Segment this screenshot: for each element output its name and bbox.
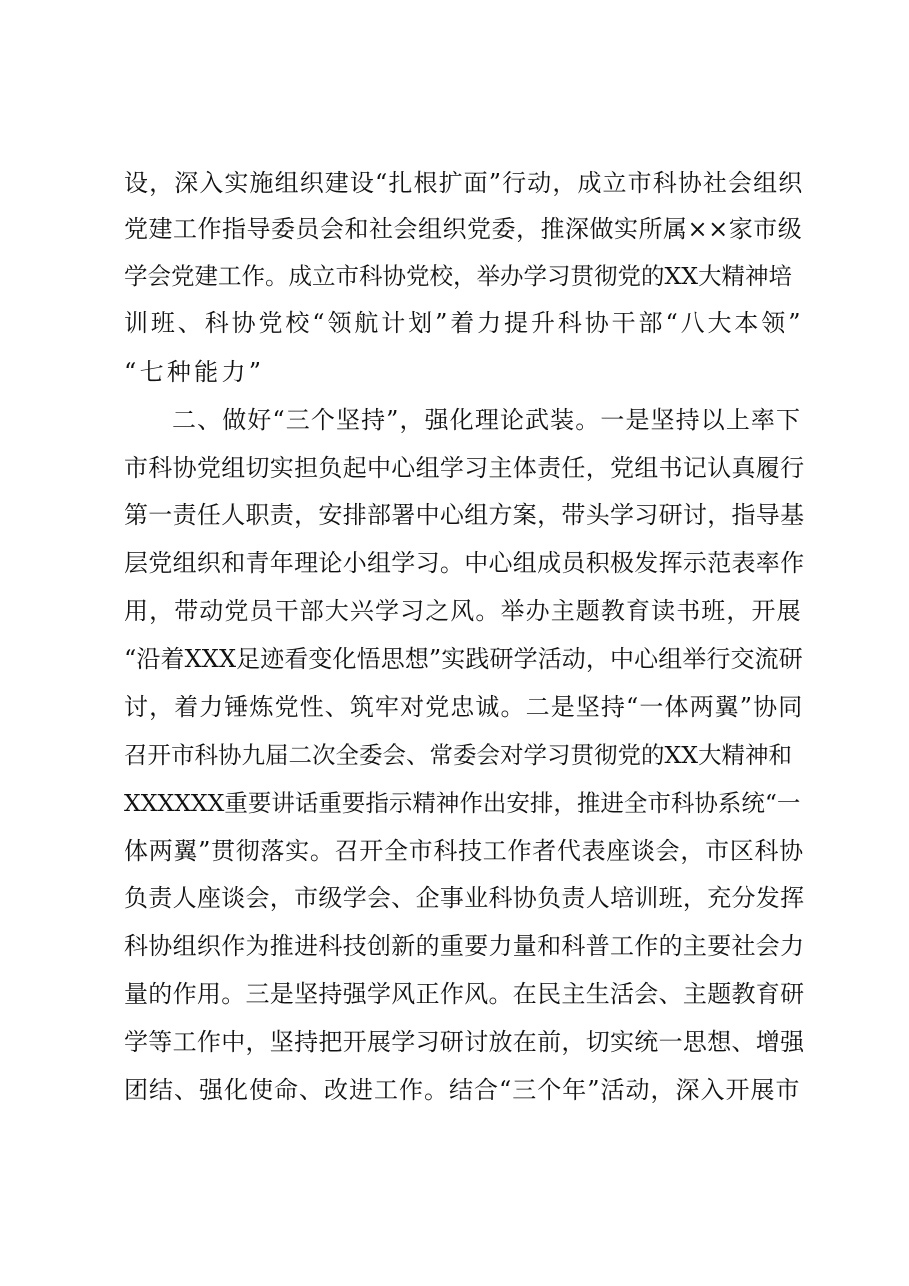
text-line: “七种能力” [124, 358, 265, 386]
text-line: 体两翼”贯彻落实。召开全市科技工作者代表座谈会，市区科协 [124, 837, 804, 865]
text-line: 负责人座谈会，市级学会、企事业科协负责人培训班，充分发挥 [124, 884, 805, 912]
text-line: XXXXXX重要讲话重要指示精神作出安排，推进全市科协系统“一 [124, 789, 801, 817]
text-line: 科协组织作为推进科技创新的重要力量和科普工作的主要社会力 [124, 932, 805, 960]
text-line: 第一责任人职责，安排部署中心组方案，带头学习研讨，指导基 [124, 501, 805, 529]
text-line: 召开市科协九届二次全委会、常委会对学习贯彻党的XX大精神和 [124, 741, 792, 769]
text-line: 用，带动党员干部大兴学习之风。举办主题教育读书班，开展 [124, 597, 802, 625]
text-line: “沿着XXX足迹看变化悟思想”实践研学活动，中心组举行交流研 [124, 645, 803, 673]
text-line: 学等工作中，坚持把开展学习研讨放在前，切实统一思想、增强 [124, 1028, 805, 1056]
text-line: 量的作用。三是坚持强学风正作风。在民主生活会、主题教育研 [124, 980, 805, 1008]
text-line: 层党组织和青年理论小组学习。中心组成员积极发挥示范表率作 [124, 549, 805, 577]
text-line: 训班、科协党校“领航计划”着力提升科协干部“八大本领” [124, 309, 804, 337]
text-line: 市科协党组切实担负起中心组学习主体责任，党组书记认真履行 [124, 454, 805, 482]
paragraph-heading-line: 二、做好“三个坚持”，强化理论武装。一是坚持以上率下 [172, 406, 802, 434]
text-line: 团结、强化使命、改进工作。结合“三个年”活动，深入开展市 [124, 1076, 801, 1104]
text-line: 设，深入实施组织建设“扎根扩面”行动，成立市科协社会组织 [124, 169, 804, 197]
text-line: 讨，着力锤炼党性、筑牢对党忠诚。二是坚持“一体两翼”协同 [124, 693, 804, 721]
text-line: 学会党建工作。成立市科协党校，举办学习贯彻党的XX大精神培 [124, 262, 792, 290]
text-line: 党建工作指导委员会和社会组织党委，推深做实所属××家市级 [124, 215, 803, 243]
